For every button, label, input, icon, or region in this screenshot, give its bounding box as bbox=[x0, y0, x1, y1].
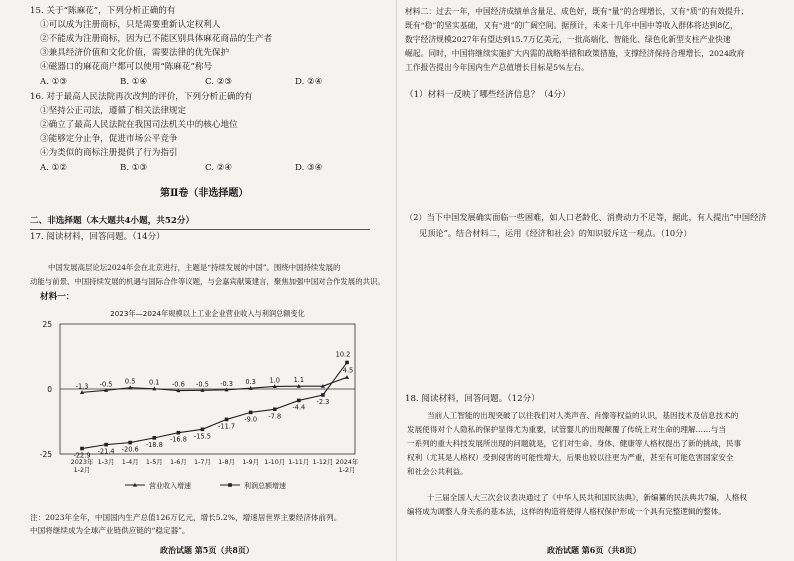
x-tick-label: 1-3月 bbox=[97, 458, 115, 466]
profit-data-point bbox=[201, 428, 205, 432]
material2-line-3: 数字经济规模2027年有望达到15.7万亿美元，一批高端化、智能化、绿色化新型支柱产业快速 bbox=[405, 35, 731, 44]
q17-head: 17. 阅读材料，回答问题。（14分） bbox=[30, 232, 165, 242]
q18-para1-line-3: 一系列的重大科技发展所出现的问题就是，它们对生命、身体、健康等人格权提出了新的挑战，民事 bbox=[407, 439, 742, 448]
q16-item-1: ①坚持公正司法，遵循了相关法律规定 bbox=[40, 106, 187, 116]
profit-data-label: -22.9 bbox=[73, 451, 91, 460]
chart-note-2: 中国将继续成为全球产业链供应链的“稳定器”。 bbox=[30, 526, 190, 535]
q17-intro-1: 中国发展高层论坛2024年会在北京进行，主题是“持续发展的中国”。围绕中国持续发展的 bbox=[48, 263, 341, 272]
profit-data-point bbox=[80, 447, 84, 451]
q16-option-b[interactable]: B. ①③ bbox=[120, 163, 148, 173]
chart-note-1: 注：2023年全年，中国国内生产总值126万亿元，增长5.2%，增速居世界主要经济体前列。 bbox=[30, 513, 342, 522]
profit-data-label: -18.8 bbox=[145, 440, 163, 449]
q15-option-d[interactable]: D. ②④ bbox=[295, 77, 323, 87]
x-tick-label: 1-12月 bbox=[312, 458, 334, 466]
profit-data-label: -4.4 bbox=[292, 403, 306, 412]
legend-profit-label: 利润总额增速 bbox=[244, 482, 286, 490]
revenue-data-label: 0.1 bbox=[149, 378, 160, 387]
profit-data-label: -7.8 bbox=[268, 412, 282, 421]
revenue-data-label: -1.3 bbox=[75, 382, 89, 391]
q18-para1-line-5: 和社会公共利益。 bbox=[407, 467, 468, 476]
y-tick-label: -25 bbox=[39, 450, 52, 459]
q16-option-a[interactable]: A. ①② bbox=[40, 163, 68, 173]
y-tick-label: 0 bbox=[47, 385, 52, 394]
profit-data-point bbox=[273, 407, 277, 411]
x-tick-label: 1-5月 bbox=[145, 458, 163, 466]
profit-data-point bbox=[104, 443, 108, 447]
profit-data-label: -9.0 bbox=[244, 415, 258, 424]
x-tick-label: 2024年 bbox=[335, 458, 359, 466]
q15-option-b[interactable]: B. ①④ bbox=[120, 77, 148, 87]
q16-stem: 16. 对于最高人民法院再次改判的评价，下列分析正确的有 bbox=[30, 92, 253, 102]
q17-subquestion-1: （1）材料一反映了哪些经济信息？（4分） bbox=[405, 90, 571, 100]
x-tick-label: 1-11月 bbox=[288, 458, 310, 466]
x-tick-sublabel: 1-2月 bbox=[338, 466, 356, 474]
material2-line-5: 工作报告提出今年国内生产总值增长目标是5%左右。 bbox=[405, 63, 589, 72]
q15-item-1: ①可以成为注册商标，只是需要重新认定权利人 bbox=[40, 20, 221, 30]
material2-line-1: 材料二：过去一年，中国经济成绩单含量足、成色好，既有“量”的合理增长，又有“质”的有效提升； bbox=[405, 7, 749, 16]
profit-data-label: -15.5 bbox=[193, 432, 211, 441]
material1-label: 材料一： bbox=[40, 292, 75, 302]
section2-header: 二、非选择题（本大题共4小题，共52分） bbox=[30, 216, 195, 226]
x-tick-label: 2023年 bbox=[70, 458, 94, 466]
profit-data-label: -2.3 bbox=[316, 397, 330, 406]
revenue-data-label: -0.5 bbox=[196, 380, 209, 389]
footer-page-6: 政治试题 第6页（共8页） bbox=[547, 545, 641, 555]
x-tick-label: 1-9月 bbox=[242, 458, 260, 466]
footer-page-5: 政治试题 第5页（共8页） bbox=[160, 545, 254, 555]
q15-stem: 15. 关于“陈麻花”，下列分析正确的有 bbox=[30, 6, 176, 16]
legend-profit-marker bbox=[228, 483, 232, 487]
q16-item-2: ②确立了最高人民法院在我国司法机关中的核心地位 bbox=[40, 120, 238, 130]
profit-data-point bbox=[152, 436, 156, 440]
series-line-profit bbox=[82, 362, 347, 448]
x-tick-label: 1-6月 bbox=[169, 458, 187, 466]
q15-item-3: ③兼具经济价值和文化价值，需要法律的优先保护 bbox=[40, 48, 230, 58]
material2-line-2: 既有“稳”的坚实基础，又有“进”的广阔空间。据预计，未来十几年中国中等收入群体将达到8亿， bbox=[405, 21, 738, 30]
profit-data-point bbox=[345, 361, 349, 365]
q16-item-3: ③能够定分止争，促进市场公平竞争 bbox=[40, 134, 178, 144]
profit-data-point bbox=[249, 411, 253, 415]
q16-option-d[interactable]: D. ③④ bbox=[295, 163, 323, 173]
q15-item-4: ④磁器口的麻花商户都可以使用“陈麻花”称号 bbox=[40, 62, 213, 72]
profit-data-label: -20.6 bbox=[121, 445, 139, 454]
profit-data-label: 10.2 bbox=[335, 350, 351, 359]
q17-subquestion-2-line-1: （2）当下中国发展确实面临一些困难，如人口老龄化、消费动力不足等，据此，有人提出“中国经济 bbox=[405, 212, 767, 222]
revenue-data-label: -0.5 bbox=[99, 380, 113, 389]
q15-option-a[interactable]: A. ①③ bbox=[40, 77, 68, 87]
x-tick-label: 1-4月 bbox=[121, 458, 139, 466]
profit-data-label: -11.7 bbox=[218, 422, 236, 431]
profit-data-label: -21.4 bbox=[97, 447, 115, 456]
chart-svg bbox=[30, 304, 368, 518]
revenue-data-point bbox=[345, 375, 349, 379]
y-tick-label: 25 bbox=[42, 320, 52, 329]
chart-title: 2023年—2024年规模以上工业企业营业收入与利润总额变化 bbox=[110, 309, 305, 318]
q18-para1-line-4: 权利（尤其是人格权）受到侵害的可能性增大，后果也较以往更为严重，甚至有可能危害国家安全 bbox=[407, 453, 734, 462]
q16-item-4: ④为类似的商标注册提供了行为指引 bbox=[40, 148, 178, 158]
q15-option-c[interactable]: C. ②③ bbox=[205, 77, 233, 87]
revenue-data-label: 0.5 bbox=[124, 377, 136, 386]
material2-line-4: 崛起。同时，中国将继续实施扩大内需的战略举措和政策措施，支撑经济保持合理增长，2024政府 bbox=[405, 49, 745, 58]
x-tick-label: 1-7月 bbox=[194, 458, 211, 466]
q18-para1-line-2: 发展使得对个人隐私的保护显得尤为重要，试管婴儿的出现颠覆了传统上对生命的理解……与当 bbox=[407, 425, 726, 434]
revenue-data-label: 1.0 bbox=[269, 376, 280, 385]
section-rule bbox=[30, 229, 370, 230]
q18-para2-line-2: 编将成为调整人身关系的基本法，这样的构造将使得人格权保护形成一个具有完整逻辑的整体。 bbox=[407, 507, 726, 516]
profit-data-point bbox=[128, 441, 132, 445]
q17-intro-2: 动能与前景、中国持续发展的机遇与国际合作等议题，与会嘉宾献策建言，聚焦加强中国对合作发展的共识。 bbox=[30, 277, 385, 286]
x-tick-label: 1-8月 bbox=[218, 458, 235, 466]
q18-para1-line-1: 当前人工智能的出现突破了以往我们对人类声音、肖像等权益的认识，基因技术及信息技术的 bbox=[427, 411, 739, 420]
revenue-data-label: 1.1 bbox=[293, 376, 305, 385]
profit-data-point bbox=[225, 418, 229, 422]
part2-title: 第Ⅱ卷（非选择题） bbox=[160, 188, 249, 199]
series-line-revenue bbox=[82, 377, 347, 392]
revenue-data-label: 0.3 bbox=[245, 378, 256, 387]
profit-data-point bbox=[297, 399, 301, 403]
x-tick-sublabel: 1-2月 bbox=[73, 466, 91, 474]
q18-head: 18. 阅读材料，回答问题。（12分） bbox=[405, 394, 540, 404]
page-6 bbox=[397, 0, 794, 561]
chart-revenue-profit bbox=[30, 304, 368, 518]
q18-para2-line-1: 十三届全国人大三次会议表决通过了《中华人民共和国民法典》，新编纂的民法典共7编，人格权 bbox=[427, 493, 747, 502]
revenue-data-label: 4.5 bbox=[342, 366, 354, 375]
revenue-data-label: -0.3 bbox=[220, 379, 233, 388]
profit-data-point bbox=[321, 393, 325, 397]
q15-item-2: ②不能成为注册商标，因为已不能区别具体麻花商品的生产者 bbox=[40, 34, 273, 44]
revenue-data-label: -0.6 bbox=[171, 380, 185, 389]
profit-data-label: -16.8 bbox=[169, 435, 187, 444]
q17-subquestion-2-line-2: 见顶论”。结合材料二，运用《经济和社会》的知识驳斥这一观点。（10分） bbox=[419, 228, 692, 238]
q16-option-c[interactable]: C. ②④ bbox=[205, 163, 233, 173]
legend-revenue-label: 营业收入增速 bbox=[149, 482, 191, 490]
profit-data-point bbox=[177, 431, 181, 435]
x-tick-label: 1-10月 bbox=[264, 458, 286, 466]
